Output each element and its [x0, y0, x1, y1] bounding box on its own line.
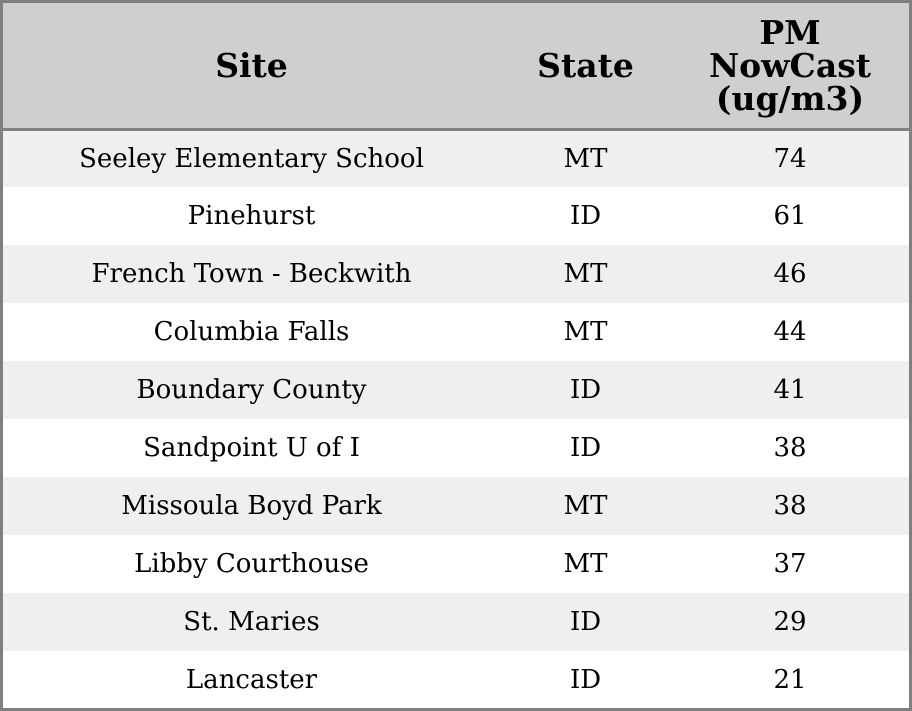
state-cell: ID — [569, 201, 602, 231]
table-body — [3, 129, 909, 709]
site-cell: French Town - Beckwith — [91, 259, 412, 289]
pm-cell: 41 — [773, 375, 807, 405]
table-row — [3, 129, 909, 187]
header-pm-line-2: NowCast — [708, 45, 872, 85]
pm-cell: 21 — [773, 665, 807, 695]
header-site: Site — [3, 3, 500, 129]
table-row — [3, 477, 909, 535]
state-cell: MT — [563, 317, 608, 347]
site-cell: Boundary County — [136, 375, 367, 405]
site-cell: Lancaster — [185, 665, 318, 695]
table-row — [3, 303, 909, 361]
pm-cell: 38 — [773, 491, 807, 521]
site-cell: Columbia Falls — [153, 317, 350, 347]
state-cell: MT — [563, 143, 608, 174]
site-cell: Pinehurst — [187, 201, 316, 231]
pm-nowcast-table — [3, 3, 909, 709]
site-cell: Sandpoint U of I — [143, 433, 360, 463]
site-cell: St. Maries — [183, 607, 320, 637]
pm-cell: 37 — [773, 549, 807, 579]
table-row — [3, 593, 909, 651]
table-row — [3, 245, 909, 303]
site-cell: Seeley Elementary School — [79, 143, 424, 174]
pm-cell: 44 — [773, 317, 807, 347]
pm-cell: 74 — [773, 143, 807, 174]
state-cell: ID — [569, 665, 602, 695]
table-row — [3, 535, 909, 593]
table-row — [3, 419, 909, 477]
site-cell: Missoula Boyd Park — [121, 491, 382, 521]
state-cell: MT — [563, 549, 608, 579]
header-pm-nowcast — [671, 3, 909, 129]
state-cell: MT — [563, 259, 608, 289]
state-cell: ID — [569, 433, 602, 463]
state-cell: ID — [569, 607, 602, 637]
table-row — [3, 361, 909, 419]
header-state: State — [500, 3, 671, 129]
table-row — [3, 651, 909, 709]
header-row — [3, 3, 909, 129]
table-row — [3, 187, 909, 245]
pm-cell: 61 — [773, 201, 807, 231]
header-pm-line-3: (ug/m3) — [715, 78, 865, 118]
pm-cell: 38 — [773, 433, 807, 463]
header-pm-line-1: PM — [759, 12, 821, 52]
state-cell: ID — [569, 375, 602, 405]
site-cell: Libby Courthouse — [134, 549, 369, 579]
pm-cell: 46 — [773, 259, 807, 289]
state-cell: MT — [563, 491, 608, 521]
pm-cell: 29 — [773, 607, 807, 637]
